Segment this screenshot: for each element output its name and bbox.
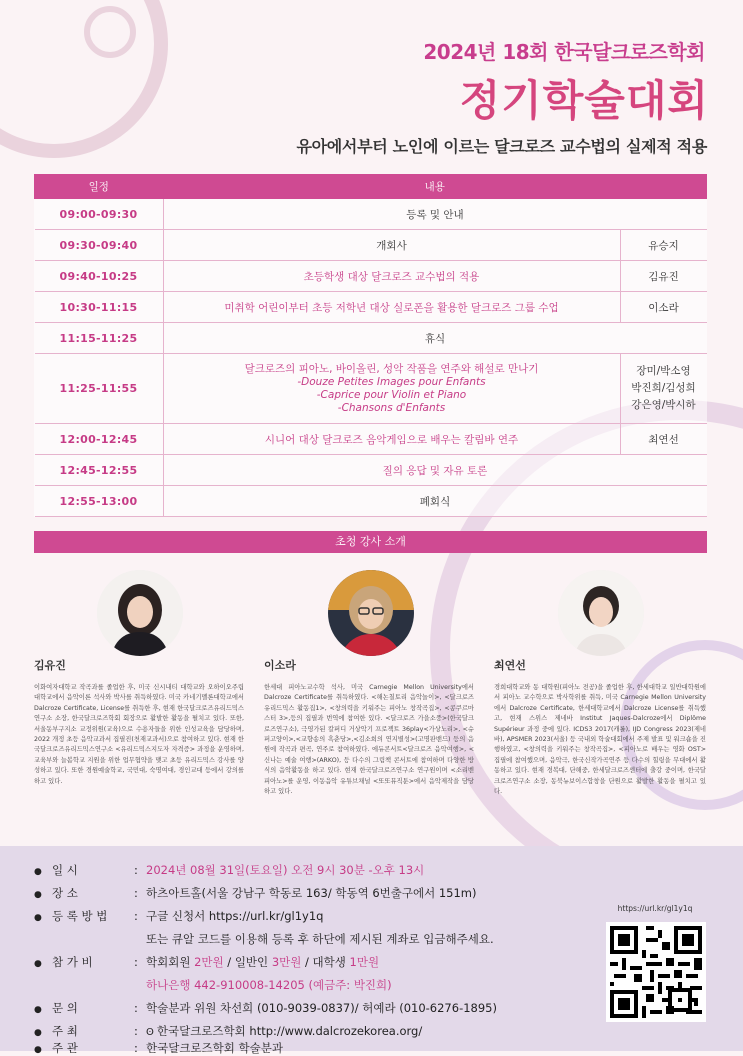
row-time: 11:25-11:55	[35, 354, 164, 424]
table-row	[35, 199, 707, 230]
piece-1: -Douze Petites Images pour Enfants	[297, 376, 486, 388]
speaker-photo-choi	[558, 570, 644, 656]
performance-title: 달크로즈의 피아노, 바이올린, 성악 작품을 연주와 해설로 만나기	[244, 363, 539, 375]
bank-account: 하나은행 442-910008-14205 (예금주: 박진희)	[146, 978, 392, 992]
colon: :	[134, 1041, 138, 1055]
row-content: 등록 및 안내	[163, 199, 707, 230]
info-label: 일 시	[52, 863, 78, 877]
bullet-icon: ●	[34, 1005, 42, 1015]
date-value: 2024년 08월 31일(토요일) 오전 9시 30분 -오후 13시	[146, 863, 425, 877]
row-speaker: 이소라	[620, 292, 707, 323]
row-time: 09:40-10:25	[35, 261, 164, 292]
table-row	[35, 261, 707, 292]
speaker-photo-lee	[328, 570, 414, 656]
info-register	[34, 906, 323, 926]
row-time: 12:45-12:55	[35, 455, 164, 486]
qr-code[interactable]	[606, 922, 706, 1022]
row-time: 11:15-11:25	[35, 323, 164, 354]
organizer-value: 한국달크로즈학회 학술분과	[146, 1041, 283, 1055]
col-content-header: 내용	[163, 175, 707, 199]
fee-general: 3만원	[271, 955, 302, 969]
piece-2: -Caprice pour Violin et Piano	[316, 389, 467, 401]
row-content: 휴식	[163, 323, 707, 354]
row-time: 12:55-13:00	[35, 486, 164, 517]
info-host	[34, 1021, 422, 1041]
row-speaker: 유승지	[620, 230, 707, 261]
bullet-icon: ●	[34, 867, 42, 877]
fee-student: 1만원	[349, 955, 380, 969]
row-time: 10:30-11:15	[35, 292, 164, 323]
piece-3: -Chansons d'Enfants	[337, 402, 446, 414]
row-content: 폐회식	[163, 486, 707, 517]
fee-member: 2만원	[194, 955, 224, 969]
row-content: 미취학 어린이부터 초등 저학년 대상 실로폰을 활용한 달크로즈 그룹 수업	[163, 292, 620, 323]
info-label: 참 가 비	[52, 955, 93, 969]
colon: :	[134, 955, 138, 969]
table-row	[35, 455, 707, 486]
speaker-photo-kim	[97, 570, 183, 656]
fee-part: / 일반인	[223, 955, 272, 969]
info-organizer	[34, 1042, 283, 1054]
info-label: 등 록 방 법	[52, 909, 108, 923]
info-fee	[34, 952, 379, 972]
performer-1: 장미/박소영	[636, 365, 691, 377]
speaker-name-2: 이소라	[264, 659, 296, 672]
title-line1: 2024년 18회 한국달크로즈학회	[423, 40, 705, 64]
host-value[interactable]: 한국달크로즈학회 http://www.dalcrozekorea.org/	[156, 1024, 423, 1038]
subtitle: 유아에서부터 노인에 이르는 달크로즈 교수법의 실제적 적용	[296, 137, 707, 156]
row-content: 개회사	[163, 230, 620, 261]
fee-part: / 대학생	[301, 955, 350, 969]
register-link[interactable]: 구글 신청서 https://url.kr/gl1y1q	[146, 909, 324, 923]
performer-2: 박진희/김성희	[631, 382, 696, 394]
schedule-table	[34, 174, 707, 517]
info-date	[34, 860, 424, 880]
speaker-bio-2: 한세대 피아노교수학 석사, 미국 Carnegie Mellon University에서 Dalcroze Certificate를 취득하였다. <해논칠토리 음악놀이>, <달크로즈유리드믹스 활동집1>, <창의력을 키워주는 피아노 창작곡집>, <콩쿠르마스터 3>,등의 집필과 번역에 참여한 있다. <달크로즈 가을소풍>(한국달크로즈연구소), 극영가된 칼퍼디 거상악기 프로젝트 36play<가상노리>, <슈퍼고양이>,<교향송의 흑춘당>,<김소희의 연지별성>(고명판밴드) 등의 음원에 작곡과 편곡, 연주로 참여하였다. 에듀콘서트<달크로즈 음악여행>, <신나는 예술 여행>(ARKO), 등 다수의 그림책 콘서트에 참여하며 다양한 방식의 음악활동을 하고 있다. 현재 한국달크로즈연구소 연구원이며 <소리벤 피아노>를 운영, 이동음악 유튜브채널 <또또뮤직툰>에서 음악제작을 담당하고 있다.	[264, 684, 474, 796]
contact-value: 학술분과 위원 차선희 (010-9039-0837)/ 허예라 (010-6276-1895)	[146, 1001, 497, 1015]
col-time-header: 일정	[35, 175, 164, 199]
header	[0, 0, 743, 170]
bullet-icon: ●	[34, 1045, 42, 1055]
info-label: 주 관	[52, 1041, 78, 1055]
colon: :	[134, 886, 138, 900]
row-speaker: 최연선	[620, 424, 707, 455]
colon: :	[134, 1001, 138, 1015]
fee-part: 학회회원	[146, 955, 195, 969]
bullet-icon: ●	[34, 959, 42, 969]
speaker-name-3: 최연선	[494, 659, 526, 672]
colon: :	[134, 909, 138, 923]
row-time: 12:00-12:45	[35, 424, 164, 455]
bullet-icon: ●	[34, 890, 42, 900]
info-label: 장 소	[52, 886, 78, 900]
speaker-bio-1: 이화여자대학교 작곡과를 졸업한 후, 미국 신시내티 대학교와 오하이오주립대학교에서 음악이론 석사와 박사를 취득하였다. 미국 카네기멜론대학교에서 Dalcroze Certificate, License를 취득한 후, 현재 한국달크로즈유리드믹스연구소 소장, 한국달크로즈학회 회장으로 활발한 활동을 펼치고 있다. 또한, 서울동부구지소 교정위원(교육)으로 수용자들을 위한 인성교육을 담당하며, 2022 개정 초등 음악교과서 집필진(천재교과서)으로 참여하고 있다. 현재 한국달크로즈유리드믹스연구소 <유리드믹스지도자 자격증> 과정을 운영하며, 교육부와 늘봄학교 지원을 위한 업무협약을 맺고 초등 유리드믹스 강사를 양성하고 있다. 또한 경원예술학교, 국민대, 숙명여대, 경인교대 등에서 강의를 하고 있다.	[34, 684, 244, 785]
info-label: 문 의	[52, 1001, 78, 1015]
info-place	[34, 883, 477, 903]
row-speaker	[620, 354, 707, 424]
row-content	[163, 354, 620, 424]
row-content: 질의 응답 및 자유 토론	[163, 455, 707, 486]
row-time: 09:00-09:30	[35, 199, 164, 230]
speaker-name-1: 김유진	[34, 659, 66, 672]
place-value: 하츠아트홀(서울 강남구 학동로 163/ 학동역 6번출구에서 151m)	[146, 886, 477, 900]
register-note: 또는 큐알 코드를 이용해 등록 후 하단에 제시된 계좌로 입금해주세요.	[146, 932, 494, 946]
info-contact	[34, 998, 497, 1018]
host-logo-icon: ʘ	[146, 1027, 154, 1038]
title-line2: 정기학술대회	[459, 76, 709, 125]
table-row	[35, 292, 707, 323]
row-time: 09:30-09:40	[35, 230, 164, 261]
table-row	[35, 323, 707, 354]
info-label: 주 최	[52, 1024, 78, 1038]
row-content: 시니어 대상 달크로즈 음악게임으로 배우는 칼림바 연주	[163, 424, 620, 455]
row-speaker: 김유진	[620, 261, 707, 292]
table-row	[35, 486, 707, 517]
bullet-icon: ●	[34, 913, 42, 923]
table-row	[35, 354, 707, 424]
table-row	[35, 230, 707, 261]
colon: :	[134, 863, 138, 877]
speakers-section-title: 초청 강사 소개	[34, 531, 707, 553]
colon: :	[134, 1024, 138, 1038]
speaker-bio-3: 경희대학교와 동 대학원(피아노 전공)을 졸업한 후, 한세대학교 일반대학원에서 피아노 교수학으로 박사학위를 취득, 미국 Carnegie Mellon University에서 Dalcroze Certificate, 한세대학교에서 Dalcroze License를 취득했고, 현재 스위스 제네바 Institut Jaques-Dalcroze에서 Diplôme Supérieur 과정 중에 있다. ICDS3 2017(캐롤), IJD Congress 2023(제네바), APSMER 2023(서울) 등 국내외 학술대회에서 주제 발표 및 워크숍을 진행하였고, <창의력을 키워주는 창작곡집>, <피아노로 배우는 영화 OST> 집필에 참여했으며, 음악극, 한국신작가곡연주 등 다수의 힐링을 무대에서 활동하고 있다. 현재 경복대, 단해중, 한세달크로즈센터에 출강 중이며, 한국달크로즈연구소 소장, 동북뉴보이스합창을 단원으로 활발한 활동을 펼치고 있다.	[494, 684, 706, 796]
table-row	[35, 424, 707, 455]
schedule-header-row	[35, 175, 707, 199]
bullet-icon: ●	[34, 1028, 42, 1038]
row-content: 초등학생 대상 달크로즈 교수법의 적용	[163, 261, 620, 292]
performer-3: 강은영/박시하	[631, 399, 696, 411]
qr-url: https://url.kr/gl1y1q	[617, 904, 693, 913]
